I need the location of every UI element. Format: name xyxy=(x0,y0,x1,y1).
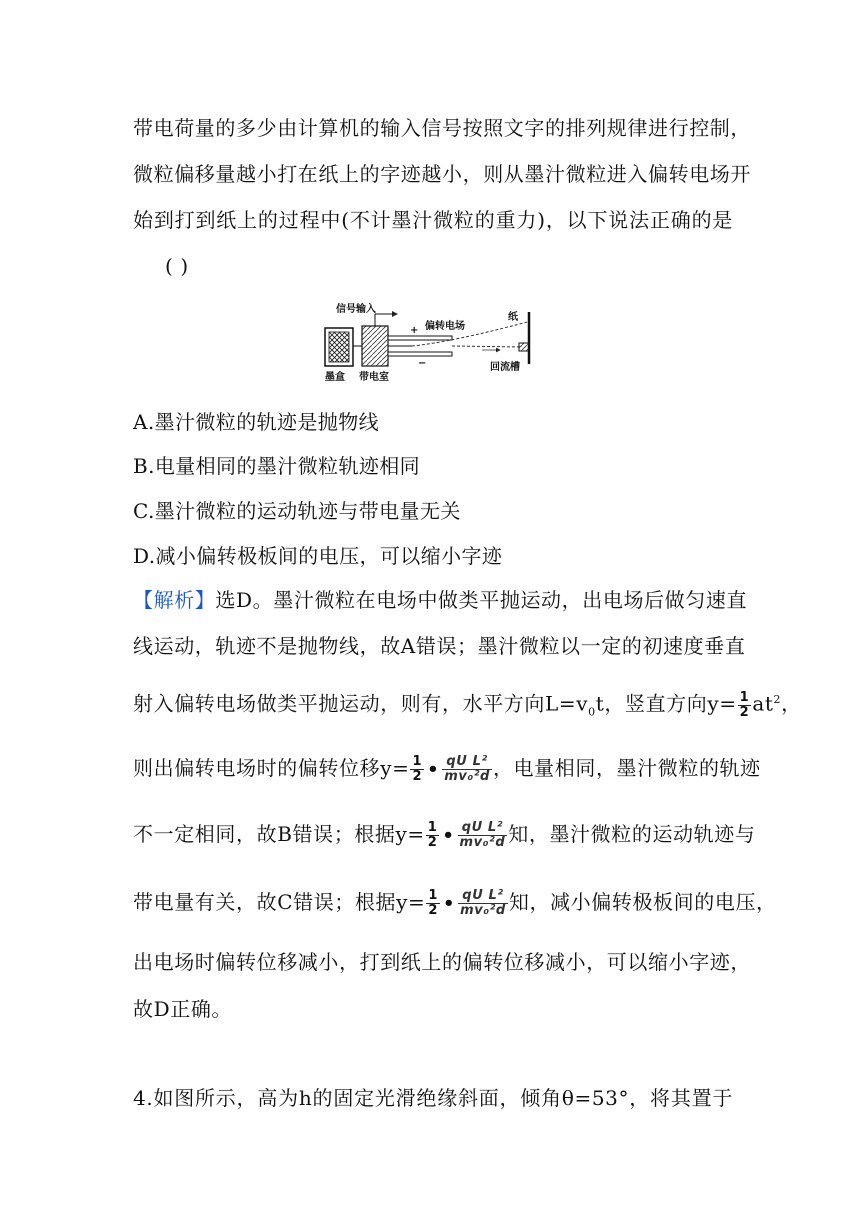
half-fraction: $\frac{1}{2}$ xyxy=(428,888,439,918)
label-signal-input: 信号输入 xyxy=(336,304,376,315)
analysis-text-4b: ，电量相同，墨汁微粒的轨迹 xyxy=(492,756,761,780)
half-fraction: $\frac{1}{2}$ xyxy=(427,820,438,850)
analysis-text-6b: 知，减小偏转极板间的电压， xyxy=(508,890,777,914)
analysis-line-5: 不一定相同，故B错误；根据y= $\frac{1}{2}$ • $\frac{\text{qU L²}}{\text{mv₀²d}}$ 知，墨汁微粒的运动轨迹与 xyxy=(133,820,756,850)
analysis-line-4: 则出偏转电场时的偏转位移y= $\frac{1}{2}$ • $\frac{\text{qU L²}}{\text{mv₀²d}}$ ，电量相同，墨汁微粒的轨迹 xyxy=(133,754,761,784)
label-return-trough: 回流槽 xyxy=(490,362,520,373)
answer-blank: ( ) xyxy=(165,254,189,278)
analysis-line-1 xyxy=(133,586,748,614)
analysis-text-6a: 带电量有关，故C错误；根据y= xyxy=(133,890,426,914)
upper-plate xyxy=(388,336,452,340)
intro-line-1: 带电荷量的多少由计算机的输入信号按照文字的排列规律进行控制， xyxy=(133,116,751,140)
label-plus: + xyxy=(410,325,419,336)
option-c: C.墨汁微粒的运动轨迹与带电量无关 xyxy=(133,499,461,523)
analysis-text-1: 选D。墨汁微粒在电场中做类平抛运动，出电场后做匀速直 xyxy=(215,588,748,612)
analysis-line-7: 出电场时偏转位移减小，打到纸上的偏转位移减小，可以缩小字迹， xyxy=(133,950,751,974)
intro-line-2: 微粒偏移量越小打在纸上的字迹越小，则从墨汁微粒进入偏转电场开 xyxy=(133,162,751,186)
option-a: A.墨汁微粒的轨迹是抛物线 xyxy=(133,410,380,434)
label-minus: − xyxy=(418,358,427,369)
analysis-text-3c: at xyxy=(752,691,774,716)
analysis-line-3: 射入偏转电场做类平抛运动，则有，水平方向$L=v_0t$，竖直方向y= $\frac{1}{2}$ $at^2$， xyxy=(133,689,802,720)
question-4: 4.如图所示，高为h的固定光滑绝缘斜面，倾角θ=53°，将其置于 xyxy=(133,1086,733,1110)
deflection-formula: $\frac{\text{qU L²}}{\text{mv₀²d}}$ xyxy=(444,754,490,784)
analysis-text-3b: t，竖直方向y= xyxy=(595,691,737,716)
option-b: B.电量相同的墨汁微粒轨迹相同 xyxy=(133,454,421,478)
t-squared: 2 xyxy=(773,693,782,706)
analysis-line-8: 故D正确。 xyxy=(133,997,233,1021)
label-ink-box: 墨盒 xyxy=(325,372,345,383)
label-deflection-field: 偏转电场 xyxy=(425,321,465,332)
analysis-text-5a: 不一定相同，故B错误；根据y= xyxy=(133,822,425,846)
analysis-line-2: 线运动，轨迹不是抛物线，故A错误；墨汁微粒以一定的初速度垂直 xyxy=(133,634,746,658)
return-trough xyxy=(519,343,529,351)
analysis-tag: 【解析】 xyxy=(133,588,216,612)
label-paper: 纸 xyxy=(508,312,518,323)
analysis-text-3a: 射入偏转电场做类平抛运动，则有，水平方向L=v xyxy=(133,691,589,716)
deflection-formula: $\frac{\text{qU L²}}{\text{mv₀²d}}$ xyxy=(460,888,506,918)
analysis-text-4a: 则出偏转电场时的偏转位移y= xyxy=(133,756,410,780)
ink-box xyxy=(325,328,353,366)
label-charging-chamber: 带电室 xyxy=(359,372,389,383)
charging-chamber xyxy=(362,326,388,366)
analysis-text-5b: 知，墨汁微粒的运动轨迹与 xyxy=(508,822,756,846)
half-fraction: $\frac{1}{2}$ xyxy=(412,754,423,784)
analysis-line-6: 带电量有关，故C错误；根据y= $\frac{1}{2}$ • $\frac{\text{qU L²}}{\text{mv₀²d}}$ 知，减小偏转极板间的电压， xyxy=(133,888,777,918)
intro-line-3: 始到打到纸上的过程中(不计墨汁微粒的重力)，以下说法正确的是 xyxy=(133,208,733,232)
lower-plate xyxy=(388,352,452,356)
inkjet-printer-diagram xyxy=(322,300,552,386)
deflection-formula: $\frac{\text{qU L²}}{\text{mv₀²d}}$ xyxy=(459,820,506,850)
trajectory-straight xyxy=(452,346,522,347)
half-fraction: $\frac{1}{2}$ xyxy=(739,689,750,720)
v0-subscript: 0 xyxy=(588,705,596,719)
option-d: D.减小偏转极板间的电压，可以缩小字迹 xyxy=(133,544,503,568)
